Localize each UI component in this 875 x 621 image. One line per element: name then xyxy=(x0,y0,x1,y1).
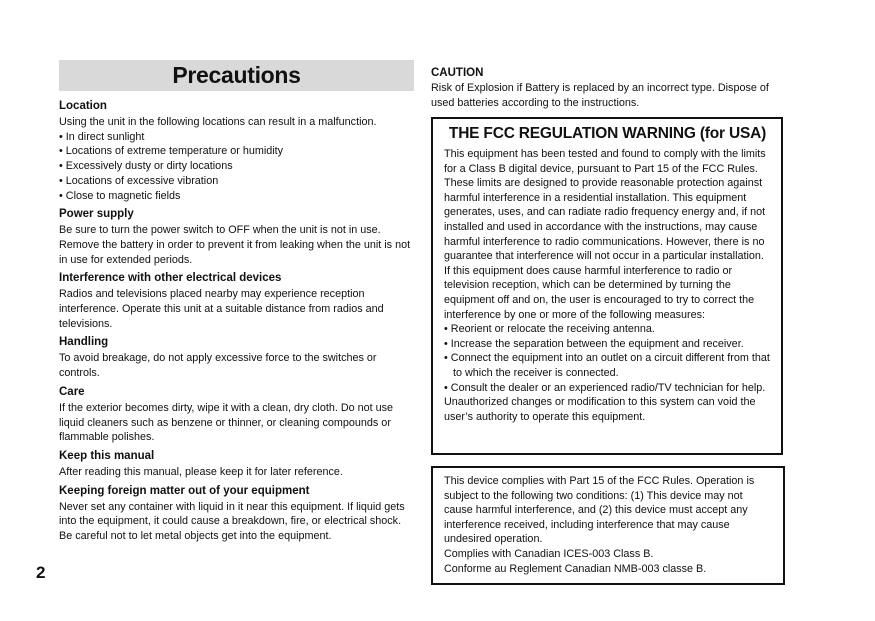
location-list xyxy=(59,130,414,204)
section-heading: Keep this manual xyxy=(59,449,155,462)
list-item: • Reorient or relocate the receiving antenna. xyxy=(444,322,771,337)
section-body: After reading this manual, please keep it for later reference. xyxy=(59,465,343,478)
page-title: Precautions xyxy=(59,60,414,91)
list-item: • Locations of extreme temperature or humidity xyxy=(59,144,414,159)
section-location xyxy=(59,99,414,203)
section-heading: Power supply xyxy=(59,208,134,221)
fcc-heading: THE FCC REGULATION WARNING (for USA) xyxy=(448,125,767,142)
section-care xyxy=(59,385,414,445)
section-body: To avoid breakage, do not apply excessive force to the switches or controls. xyxy=(59,352,377,380)
section-interference xyxy=(59,271,414,331)
list-item: • Locations of excessive vibration xyxy=(59,174,414,189)
caution-heading: CAUTION xyxy=(431,67,484,79)
section-body: If the exterior becomes dirty, wipe it with a clean, dry cloth. Do not use liquid cleaners such as benzene or thinner, or cleaning compounds or flammable polishes. xyxy=(59,401,394,444)
list-item: • Excessively dusty or dirty locations xyxy=(59,159,414,174)
caution-body: Risk of Explosion if Battery is replaced by an incorrect type. Dispose of used batteries according to the instructions. xyxy=(431,82,769,109)
fcc-footer: Unauthorized changes or modification to this system can void the user’s authority to operate this equipment. xyxy=(444,396,756,423)
section-keep-manual xyxy=(59,449,414,480)
section-body: Be sure to turn the power switch to OFF when the unit is not in use. Remove the battery in order to prevent it from leaking when the unit is not in use for extended periods. xyxy=(59,224,411,266)
section-body: Never set any container with liquid in it near this equipment. If liquid gets into the equipment, it could cause a breakdown, fire, or electrical shock. Be careful not to let metal objects get into the equipment. xyxy=(59,500,405,543)
section-power-supply xyxy=(59,207,414,267)
caution-block xyxy=(431,66,785,110)
list-item: • Close to magnetic fields xyxy=(59,189,414,204)
list-item: • Consult the dealer or an experienced radio/TV technician for help. xyxy=(444,381,771,396)
section-heading: Location xyxy=(59,100,107,112)
section-heading: Interference with other electrical devices xyxy=(59,272,282,285)
section-intro: Using the unit in the following locations can result in a malfunction. xyxy=(59,116,377,128)
canada-compliance-en: Complies with Canadian ICES-003 Class B. xyxy=(444,547,654,560)
section-heading: Care xyxy=(59,385,85,398)
list-item: • Connect the equipment into an outlet on a circuit different from that to which the receiver is connected. xyxy=(444,351,771,380)
section-heading: Handling xyxy=(59,336,109,349)
fcc-measures-list xyxy=(444,322,771,395)
list-item: • Increase the separation between the equipment and receiver. xyxy=(444,337,771,352)
section-heading: Keeping foreign matter out of your equipment xyxy=(59,484,310,497)
section-handling xyxy=(59,335,414,380)
compliance-body: This device complies with Part 15 of the FCC Rules. Operation is subject to the following two conditions: (1) This device may not cause harmful interference, and (2) this device must accept any interference received, including interference that may cause undesired operation. xyxy=(444,475,755,546)
section-foreign-matter xyxy=(59,484,414,544)
section-body: Radios and televisions placed nearby may experience reception interference. Operate this unit at a suitable distance from radios and televisions. xyxy=(59,288,384,330)
list-item: • In direct sunlight xyxy=(59,130,414,145)
fcc-warning-box xyxy=(431,117,783,455)
precautions-column xyxy=(59,60,414,548)
fcc-body: This equipment has been tested and found to comply with the limits for a Class B digital device, pursuant to Part 15 of the FCC Rules. These limits are designed to provide reasonable protection against harmful interference in a residential installation. This equipment generates, uses, and can radiate radio frequency energy and, if not installed and used in accordance with the instructions, may cause harmful interference to radio communications. However, there is no guarantee that interference will not occur in a particular installation. If this equipment does cause harmful interference to radio or television reception, which can be determined by turning the equipment off and on, the user is encouraged to try to correct the interference by one or more of the following measures: xyxy=(444,148,766,321)
canada-compliance-fr: Conforme au Reglement Canadian NMB-003 classe B. xyxy=(444,562,707,575)
compliance-box xyxy=(431,466,785,585)
page-number: 2 xyxy=(36,563,46,582)
